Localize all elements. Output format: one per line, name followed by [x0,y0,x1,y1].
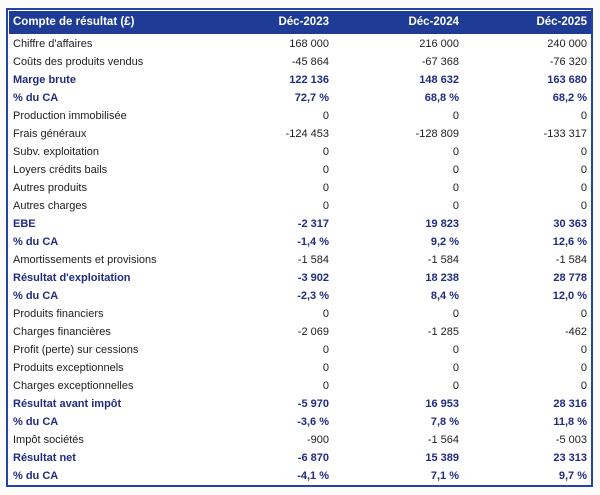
income-statement-table [6,8,593,487]
cell-value: 0 [580,200,587,212]
table-row [8,467,591,485]
row-label: Production immobilisée [13,110,127,122]
cell-value: 0 [452,200,459,212]
cell-value: 30 363 [553,218,587,230]
table-row [8,215,591,233]
cell-value: 0 [322,344,329,356]
cell-value: 0 [322,146,329,158]
cell-value: 28 778 [553,272,587,284]
cell-value: 216 000 [419,38,459,50]
cell-value: -5 970 [297,398,329,410]
table-row [8,107,591,125]
cell-value: -6 870 [297,452,329,464]
cell-value: 0 [580,110,587,122]
cell-value: -1 285 [427,326,459,338]
cell-value: 240 000 [547,38,587,50]
cell-value: -5 003 [555,434,587,446]
cell-value: 0 [452,344,459,356]
cell-value: 0 [452,110,459,122]
cell-value: -2 069 [297,326,329,338]
cell-value: -1 564 [427,434,459,446]
cell-value: 0 [322,182,329,194]
row-label: Profit (perte) sur cessions [13,344,139,356]
cell-value: -462 [564,326,587,338]
cell-value: 16 953 [425,398,459,410]
cell-value: 9,7 % [558,470,587,482]
cell-value: -1 584 [427,254,459,266]
table-row [8,413,591,431]
cell-value: 0 [452,146,459,158]
cell-value: -2,3 % [297,290,329,302]
row-label: Charges financières [13,326,111,338]
table-row [8,359,591,377]
cell-value: 122 136 [289,74,329,86]
row-label: Chiffre d'affaires [13,38,93,50]
cell-value: 0 [580,146,587,158]
row-label: % du CA [13,470,59,482]
row-label: Autres produits [13,182,87,194]
cell-value: 148 632 [419,74,459,86]
cell-value: 68,2 % [552,92,587,104]
table-row [8,449,591,467]
row-label: Autres charges [13,200,87,212]
row-label: Coûts des produits vendus [13,56,144,68]
row-label: % du CA [13,92,59,104]
row-label: % du CA [13,290,59,302]
cell-value: 9,2 % [430,236,459,248]
table-row [8,377,591,395]
table-row [8,395,591,413]
row-label: Impôt sociétés [13,434,84,446]
cell-value: 0 [322,200,329,212]
row-label: Subv. exploitation [13,146,100,158]
cell-value: 19 823 [425,218,459,230]
table-row [8,431,591,449]
table-row [8,53,591,71]
cell-value: -45 864 [291,56,329,68]
table-row [8,161,591,179]
cell-value: -76 320 [549,56,587,68]
table-row [8,233,591,251]
cell-value: 163 680 [547,74,587,86]
cell-value: 0 [322,308,329,320]
table-row [8,287,591,305]
cell-value: 0 [580,308,587,320]
row-label: Frais généraux [13,128,87,140]
cell-value: 0 [322,164,329,176]
table-row [8,305,591,323]
cell-value: 0 [580,182,587,194]
table-row [8,125,591,143]
cell-value: 28 316 [553,398,587,410]
table-row [8,179,591,197]
row-label: % du CA [13,236,59,248]
cell-value: 7,1 % [430,470,459,482]
cell-value: 12,6 % [552,236,587,248]
column-header-dec-2025: Déc-2025 [536,16,587,28]
cell-value: 68,8 % [424,92,459,104]
cell-value: 0 [322,362,329,374]
cell-value: 18 238 [425,272,459,284]
row-label: Loyers crédits bails [13,164,108,176]
cell-value: 0 [580,362,587,374]
table-row [8,35,591,53]
cell-value: -3,6 % [297,416,329,428]
cell-value: 0 [452,308,459,320]
table-row [8,71,591,89]
cell-value: 23 313 [553,452,587,464]
cell-value: 15 389 [425,452,459,464]
table-header-row [8,10,591,35]
cell-value: 72,7 % [294,92,329,104]
table-title: Compte de résultat (£) [13,16,135,28]
table-row [8,89,591,107]
cell-value: -67 368 [421,56,459,68]
row-label: Marge brute [13,74,76,86]
cell-value: -1,4 % [297,236,329,248]
cell-value: 11,8 % [553,416,587,428]
cell-value: -4,1 % [297,470,329,482]
table-row [8,251,591,269]
row-label: Résultat net [13,452,76,464]
cell-value: 0 [322,110,329,122]
cell-value: 7,8 % [430,416,459,428]
table-row [8,269,591,287]
cell-value: -128 809 [415,128,459,140]
cell-value: 12,0 % [552,290,587,302]
column-header-dec-2024: Déc-2024 [408,16,459,28]
table-row [8,341,591,359]
cell-value: -3 902 [297,272,329,284]
table-body [8,35,591,485]
cell-value: 0 [580,164,587,176]
cell-value: 0 [452,380,459,392]
cell-value: 0 [452,362,459,374]
cell-value: 8,4 % [430,290,459,302]
cell-value: -1 584 [555,254,587,266]
row-label: Charges exceptionnelles [13,380,134,392]
row-label: Produits exceptionnels [13,362,124,374]
cell-value: -1 584 [297,254,329,266]
cell-value: -133 317 [543,128,587,140]
row-label: Résultat d'exploitation [13,272,131,284]
row-label: Produits financiers [13,308,104,320]
table-row [8,323,591,341]
table-row [8,143,591,161]
cell-value: 0 [580,344,587,356]
cell-value: 0 [452,182,459,194]
cell-value: 0 [580,380,587,392]
row-label: Résultat avant impôt [13,398,122,410]
row-label: % du CA [13,416,59,428]
table-row [8,197,591,215]
row-label: Amortissements et provisions [13,254,157,266]
row-label: EBE [13,218,36,230]
cell-value: 0 [452,164,459,176]
column-header-dec-2023: Déc-2023 [278,16,329,28]
cell-value: 168 000 [289,38,329,50]
cell-value: -124 453 [285,128,329,140]
cell-value: -2 317 [297,218,329,230]
cell-value: 0 [322,380,329,392]
cell-value: -900 [306,434,329,446]
